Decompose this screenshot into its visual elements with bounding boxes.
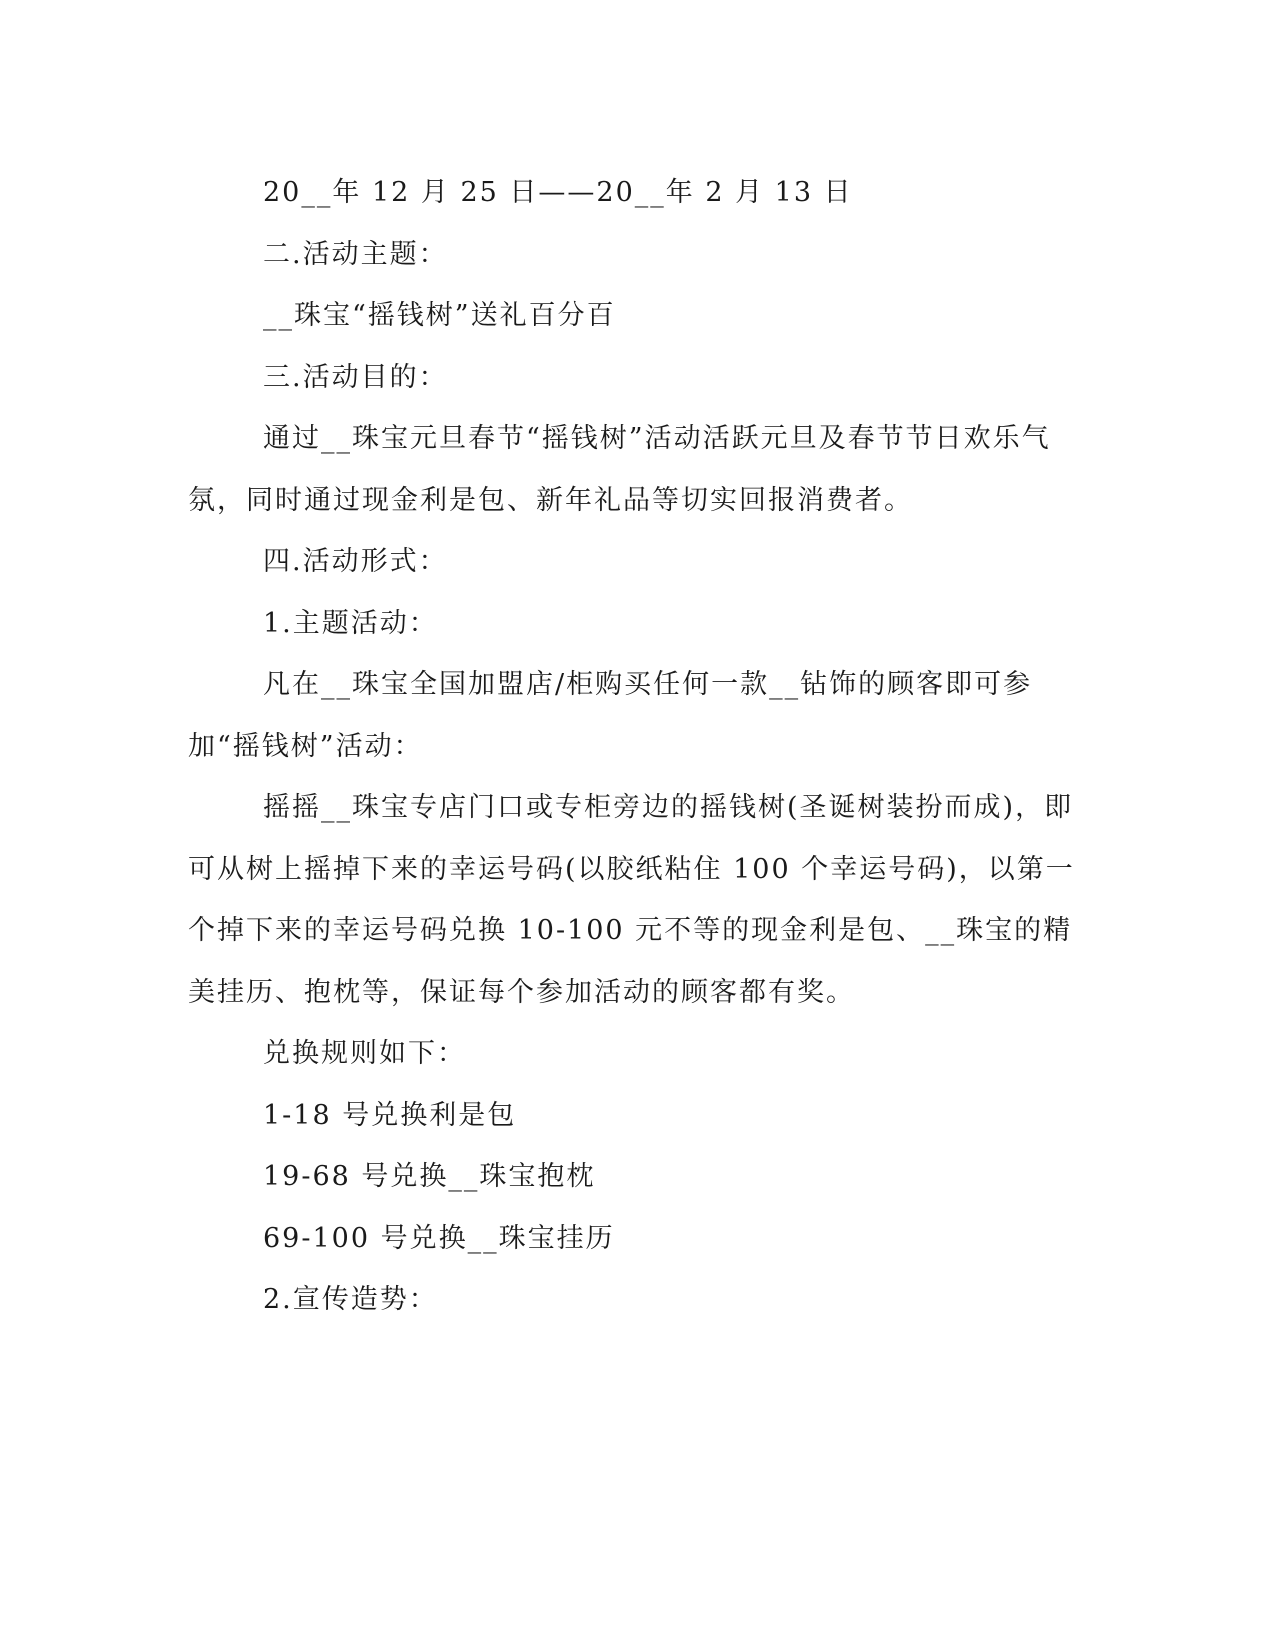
- date-range-line: 20__年 12 月 25 日——20__年 2 月 13 日: [263, 177, 853, 208]
- subsection-heading-promotion: 2.宣传造势：: [263, 1284, 438, 1315]
- exchange-rule-item: 19-68 号兑换__珠宝抱枕: [263, 1161, 596, 1192]
- document-body: [188, 162, 1078, 1331]
- exchange-rule-item: 69-100 号兑换__珠宝挂历: [263, 1222, 615, 1254]
- subsection-heading-main-activity: 1.主题活动：: [263, 607, 438, 639]
- section-heading-format: 四.活动形式：: [263, 546, 448, 577]
- section-heading-purpose: 三.活动目的：: [263, 361, 448, 393]
- theme-text: __珠宝“摇钱树”送礼百分百: [263, 300, 616, 331]
- section-heading-theme: 二.活动主题：: [263, 238, 448, 270]
- activity-description-text: 摇摇__珠宝专店门口或专柜旁边的摇钱树(圣诞树装扮而成)，即可从树上摇掉下来的幸运号码(以胶纸粘住 100 个幸运号码)，以第一个掉下来的幸运号码兑换 10-100 元不等的现金利是包、__珠宝的精美挂历、抱枕等，保证每个参加活动的顾客都有奖。: [188, 792, 1075, 1008]
- eligibility-text: 凡在__珠宝全国加盟店/柜购买任何一款__钻饰的顾客即可参加“摇钱树”活动：: [188, 669, 1033, 762]
- purpose-text: 通过__珠宝元旦春节“摇钱树”活动活跃元旦及春节节日欢乐气氛，同时通过现金利是包、新年礼品等切实回报消费者。: [188, 423, 1051, 516]
- exchange-rules-heading: 兑换规则如下：: [263, 1038, 466, 1069]
- exchange-rule-item: 1-18 号兑换利是包: [263, 1099, 517, 1131]
